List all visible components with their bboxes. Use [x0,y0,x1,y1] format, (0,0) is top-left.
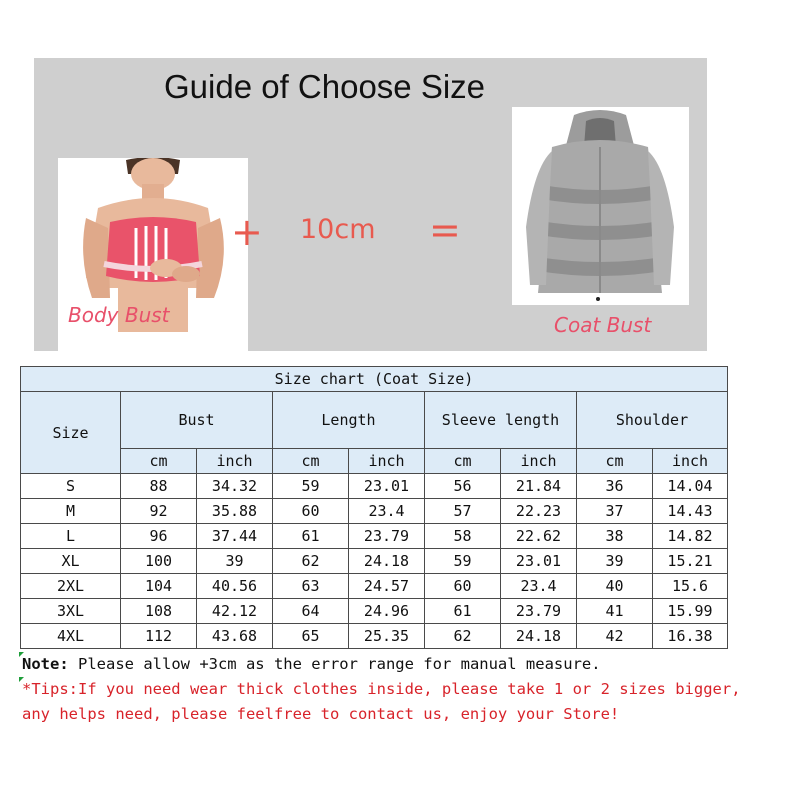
measurement-cell: 41 [577,599,653,624]
table-row [21,574,728,599]
unit-header: inch [653,449,728,474]
measurement-cell: 104 [121,574,197,599]
size-chart-table [20,366,728,649]
size-chart-title: Size chart (Coat Size) [21,367,728,392]
measurement-cell: 61 [273,524,349,549]
measurement-cell: 23.79 [349,524,425,549]
measurement-cell: 38 [577,524,653,549]
unit-header: inch [197,449,273,474]
measurement-cell: 14.04 [653,474,728,499]
measurement-cell: 56 [425,474,501,499]
plus-sign: + [231,210,263,254]
measurement-cell: 60 [425,574,501,599]
measurement-cell: 59 [273,474,349,499]
shoulder-header: Shoulder [577,392,728,449]
measurement-cell: 96 [121,524,197,549]
measurement-cell: 15.6 [653,574,728,599]
measurement-cell: 25.35 [349,624,425,649]
note-heading: Note: [22,655,69,673]
measurement-cell: 36 [577,474,653,499]
table-row [21,549,728,574]
measurement-cell: 23.79 [501,599,577,624]
measurement-cell: 59 [425,549,501,574]
unit-header: cm [273,449,349,474]
fur-coat-illustration [512,107,689,305]
measurement-cell: 57 [425,499,501,524]
measurement-cell: 112 [121,624,197,649]
unit-header: inch [501,449,577,474]
measurement-cell: 14.43 [653,499,728,524]
size-label-cell: 4XL [21,624,121,649]
added-measurement: 10cm [300,214,376,245]
measurement-cell: 24.18 [349,549,425,574]
measurement-cell: 24.96 [349,599,425,624]
measurement-cell: 23.01 [501,549,577,574]
body-bust-illustration [58,158,248,358]
measurement-cell: 40.56 [197,574,273,599]
measurement-cell: 60 [273,499,349,524]
measurement-cell: 34.32 [197,474,273,499]
coat-bust-label: Coat Bust [554,313,652,337]
measurement-cell: 40 [577,574,653,599]
table-row [21,524,728,549]
size-label-cell: L [21,524,121,549]
measurement-cell: 23.01 [349,474,425,499]
measurement-cell: 37.44 [197,524,273,549]
size-label-cell: M [21,499,121,524]
measurement-cell: 58 [425,524,501,549]
measurement-cell: 23.4 [349,499,425,524]
measurement-cell: 42.12 [197,599,273,624]
measurement-cell: 15.21 [653,549,728,574]
contact-line: any helps need, please feelfree to contact us, enjoy your Store! [22,705,620,723]
measurement-cell: 14.82 [653,524,728,549]
banner-title: Guide of Choose Size [164,68,486,105]
length-header: Length [273,392,425,449]
measurement-cell: 39 [577,549,653,574]
measurement-cell: 15.99 [653,599,728,624]
measurement-cell: 65 [273,624,349,649]
table-row [21,624,728,649]
equals-sign: = [429,208,461,252]
bust-header: Bust [121,392,273,449]
measurement-cell: 39 [197,549,273,574]
measurement-cell: 22.23 [501,499,577,524]
measurement-cell: 108 [121,599,197,624]
unit-header: inch [349,449,425,474]
measurement-cell: 42 [577,624,653,649]
unit-header: cm [577,449,653,474]
unit-header: cm [121,449,197,474]
table-row [21,599,728,624]
measurement-cell: 37 [577,499,653,524]
unit-header: cm [425,449,501,474]
measurement-cell: 63 [273,574,349,599]
size-guide-banner [34,58,707,351]
measurement-cell: 21.84 [501,474,577,499]
size-label-cell: 3XL [21,599,121,624]
table-row [21,474,728,499]
measurement-cell: 23.4 [501,574,577,599]
sleeve-length-header: Sleeve length [425,392,577,449]
measurement-cell: 92 [121,499,197,524]
body-bust-label: Body Bust [68,303,170,327]
measurement-cell: 24.57 [349,574,425,599]
table-row [21,499,728,524]
measurement-cell: 64 [273,599,349,624]
size-label-cell: S [21,474,121,499]
measurement-cell: 16.38 [653,624,728,649]
size-header: Size [21,392,121,474]
measurement-cell: 35.88 [197,499,273,524]
tips-line: *Tips:If you need wear thick clothes inside, please take 1 or 2 sizes bigger, [22,680,741,698]
note-line [22,655,601,673]
measurement-cell: 61 [425,599,501,624]
measurement-cell: 24.18 [501,624,577,649]
measurement-cell: 62 [273,549,349,574]
size-label-cell: XL [21,549,121,574]
coat-image [512,107,689,305]
measurement-cell: 100 [121,549,197,574]
measurement-cell: 43.68 [197,624,273,649]
measurement-cell: 88 [121,474,197,499]
size-label-cell: 2XL [21,574,121,599]
measurement-cell: 22.62 [501,524,577,549]
measurement-cell: 62 [425,624,501,649]
note-text: Please allow +3cm as the error range for manual measure. [68,655,601,673]
